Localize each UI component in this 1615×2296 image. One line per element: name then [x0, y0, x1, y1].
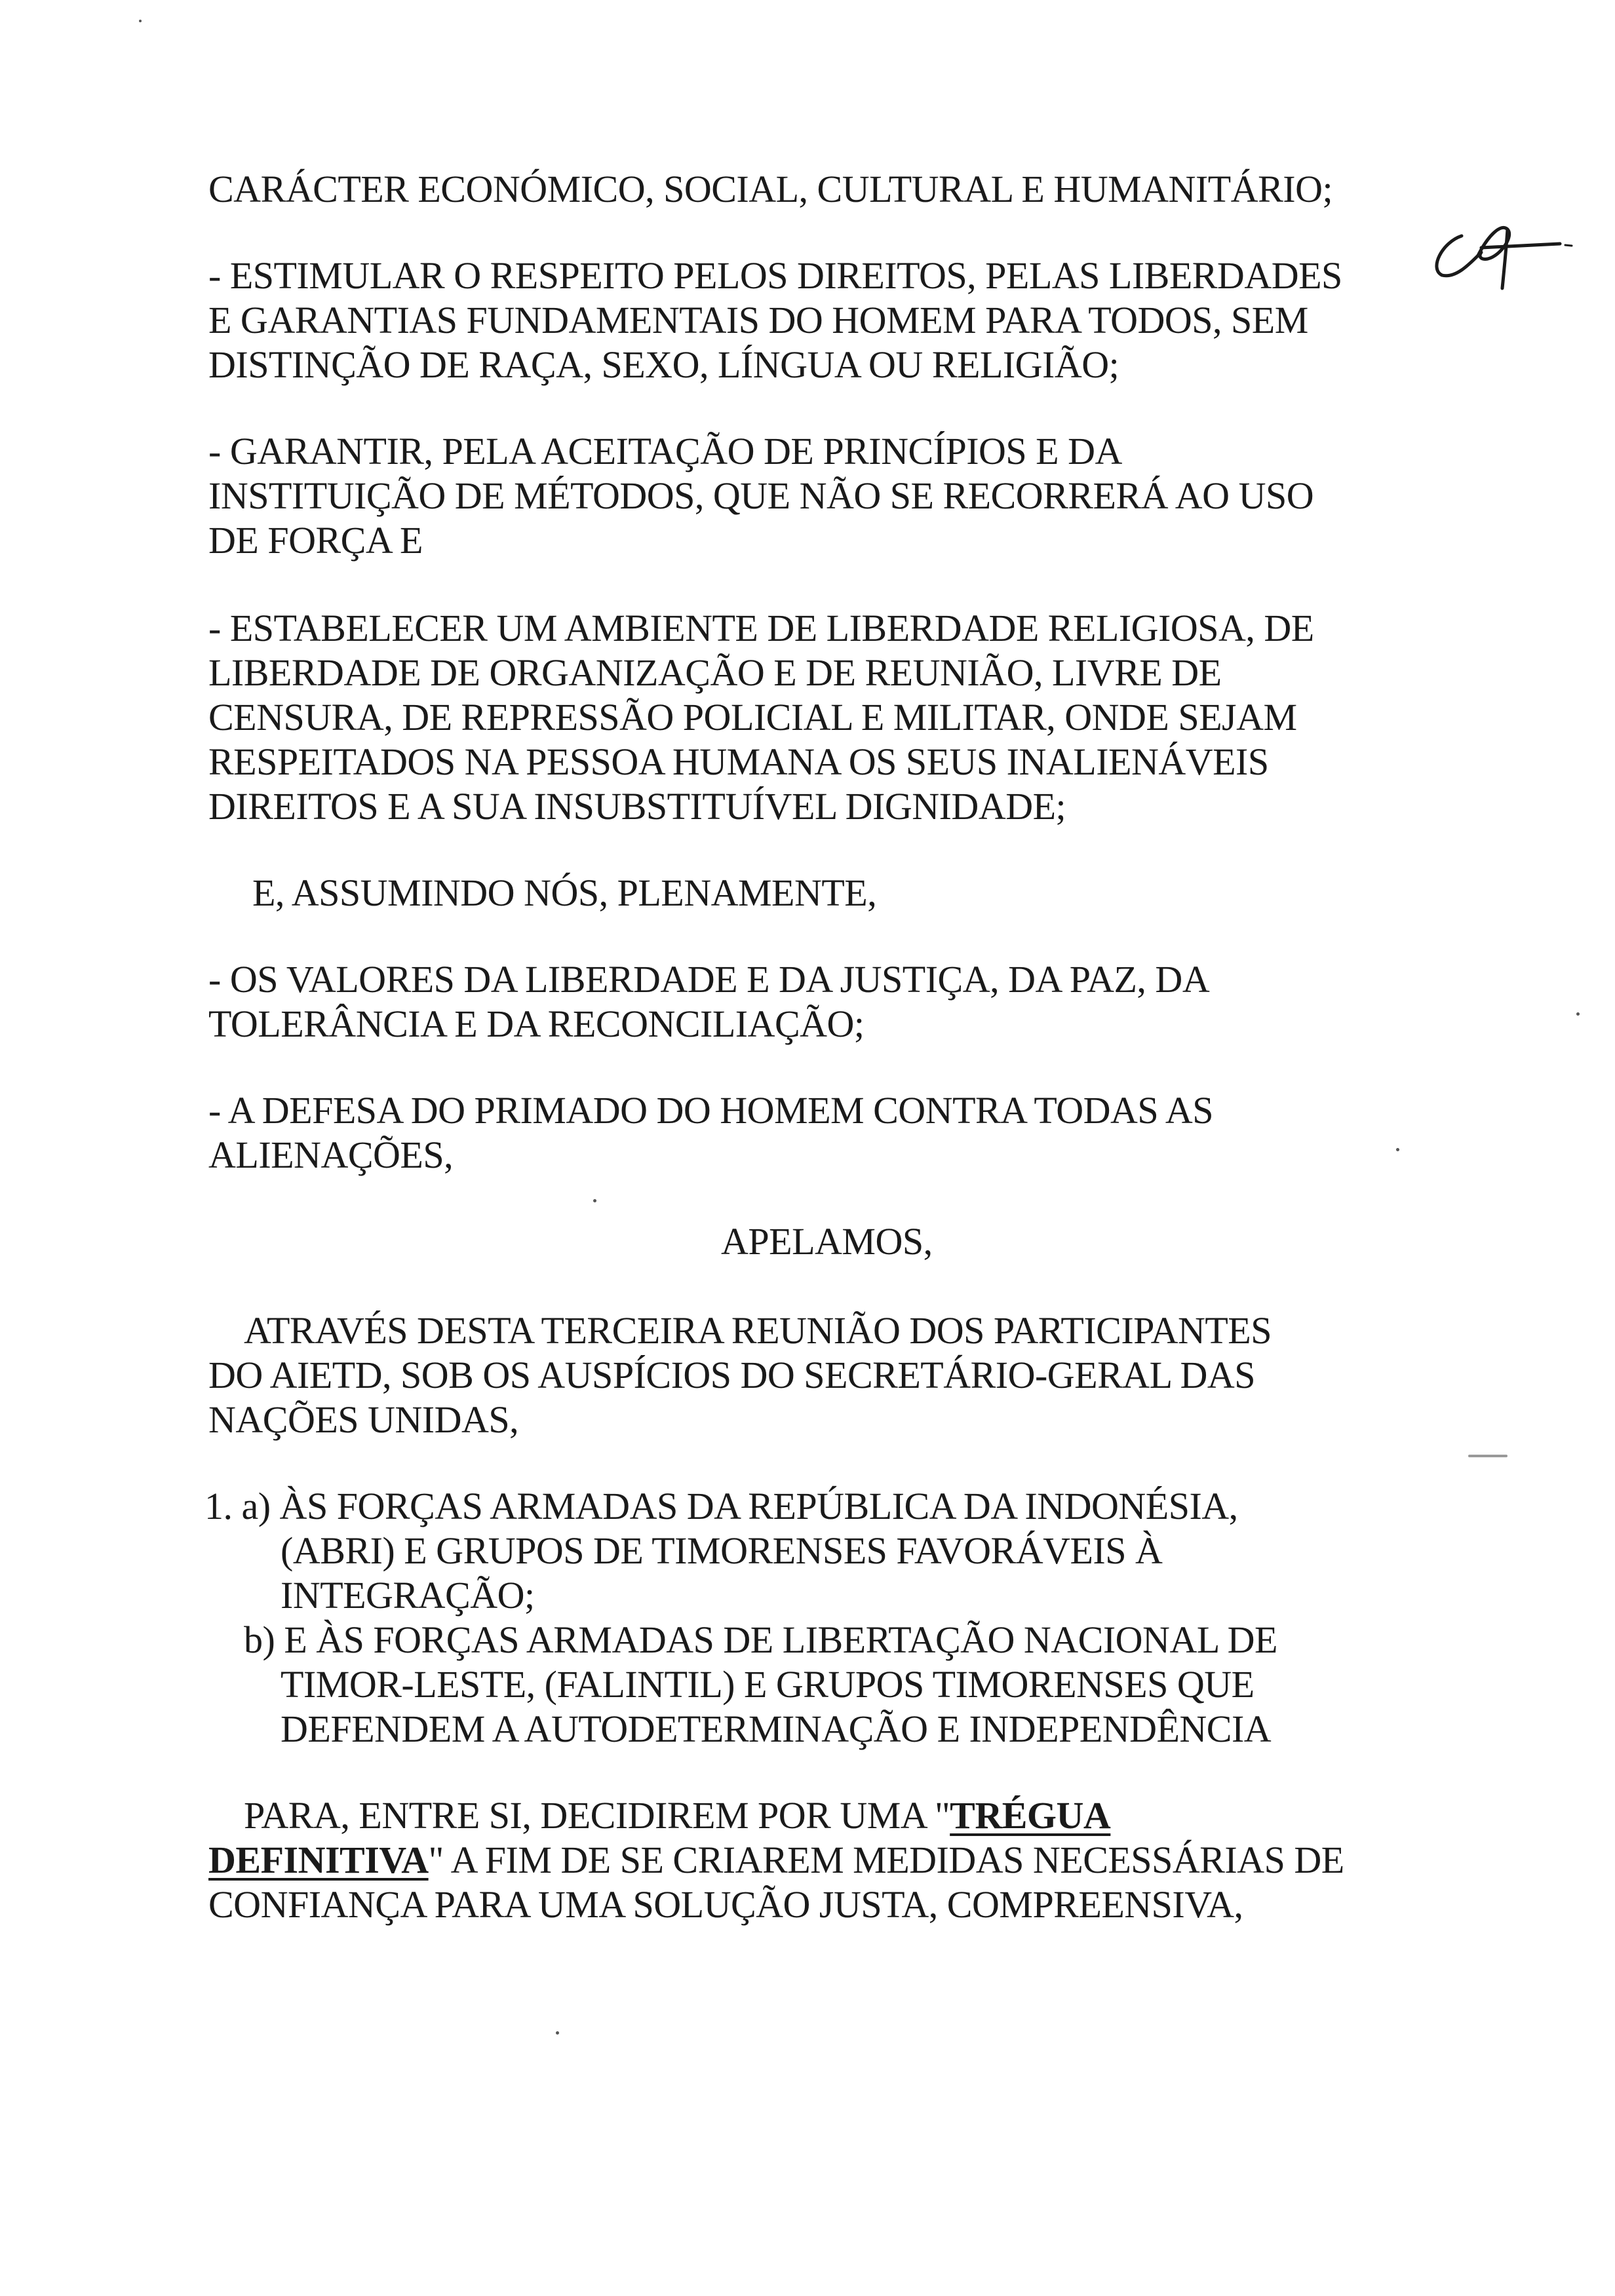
handwritten-initials-signature: [1416, 197, 1573, 295]
list-item: b) E ÀS FORÇAS ARMADAS DE LIBERTAÇÃO NACIONAL DE: [244, 1618, 1277, 1661]
emphasis-text: DEFINITIVA: [208, 1839, 429, 1881]
text-line: DISTINÇÃO DE RAÇA, SEXO, LÍNGUA OU RELIGIÃO;: [208, 343, 1119, 386]
text-line: (ABRI) E GRUPOS DE TIMORENSES FAVORÁVEIS À: [281, 1529, 1163, 1572]
text-line: INTEGRAÇÃO;: [281, 1574, 535, 1617]
text-line: - GARANTIR, PELA ACEITAÇÃO DE PRINCÍPIOS E DA: [208, 430, 1122, 472]
text-line: - OS VALORES DA LIBERDADE E DA JUSTIÇA, DA PAZ, DA: [208, 958, 1210, 1001]
emphasis-text: TRÉGUA: [950, 1794, 1111, 1837]
scan-speck: [1396, 1148, 1399, 1151]
text-line: [208, 1841, 1344, 1879]
text-line: ALIENAÇÕES,: [208, 1134, 454, 1176]
text-line: DIREITOS E A SUA INSUBSTITUÍVEL DIGNIDADE;: [208, 785, 1066, 828]
text-line: CARÁCTER ECONÓMICO, SOCIAL, CULTURAL E HUMANITÁRIO;: [208, 168, 1333, 210]
scan-speck: [593, 1199, 596, 1202]
text-line: DEFENDEM A AUTODETERMINAÇÃO E INDEPENDÊNCIA: [281, 1708, 1272, 1750]
text-line: RESPEITADOS NA PESSOA HUMANA OS SEUS INALIENÁVEIS: [208, 740, 1269, 783]
text-line: CENSURA, DE REPRESSÃO POLICIAL E MILITAR, ONDE SEJAM: [208, 696, 1297, 738]
text-line: E, ASSUMINDO NÓS, PLENAMENTE,: [252, 871, 877, 914]
text-line: ATRAVÉS DESTA TERCEIRA REUNIÃO DOS PARTICIPANTES: [244, 1309, 1272, 1352]
text-line: - A DEFESA DO PRIMADO DO HOMEM CONTRA TODAS AS: [208, 1089, 1214, 1132]
text-line: NAÇÕES UNIDAS,: [208, 1398, 519, 1441]
scan-speck: [1468, 1455, 1508, 1457]
text-line: INSTITUIÇÃO DE MÉTODOS, QUE NÃO SE RECORRERÁ AO USO: [208, 474, 1314, 517]
text-line: LIBERDADE DE ORGANIZAÇÃO E DE REUNIÃO, LIVRE DE: [208, 651, 1222, 694]
text-line: TIMOR-LESTE, (FALINTIL) E GRUPOS TIMORENSES QUE: [281, 1663, 1255, 1706]
scan-speck: [556, 2031, 559, 2035]
scan-speck: [139, 20, 142, 22]
text-line: E GARANTIAS FUNDAMENTAIS DO HOMEM PARA TODOS, SEM: [208, 299, 1308, 341]
text-line: - ESTABELECER UM AMBIENTE DE LIBERDADE RELIGIOSA, DE: [208, 607, 1314, 649]
text-line: [244, 1794, 1111, 1837]
text-line: DO AIETD, SOB OS AUSPÍCIOS DO SECRETÁRIO-GERAL DAS: [208, 1354, 1255, 1396]
text-segment: " A FIM DE SE CRIAREM MEDIDAS NECESSÁRIAS DE: [428, 1839, 1344, 1881]
scan-speck: [1576, 1012, 1580, 1016]
text-line: TOLERÂNCIA E DA RECONCILIAÇÃO;: [208, 1003, 865, 1045]
text-line: CONFIANÇA PARA UMA SOLUÇÃO JUSTA, COMPREENSIVA,: [208, 1883, 1243, 1926]
list-item: 1. a) ÀS FORÇAS ARMADAS DA REPÚBLICA DA INDONÉSIA,: [204, 1485, 1238, 1527]
text-segment: PARA, ENTRE SI, DECIDIREM POR UMA ": [244, 1794, 950, 1837]
text-line: DE FORÇA E: [208, 519, 423, 562]
section-heading: APELAMOS,: [721, 1220, 933, 1263]
text-line: - ESTIMULAR O RESPEITO PELOS DIREITOS, PELAS LIBERDADES: [208, 254, 1342, 297]
